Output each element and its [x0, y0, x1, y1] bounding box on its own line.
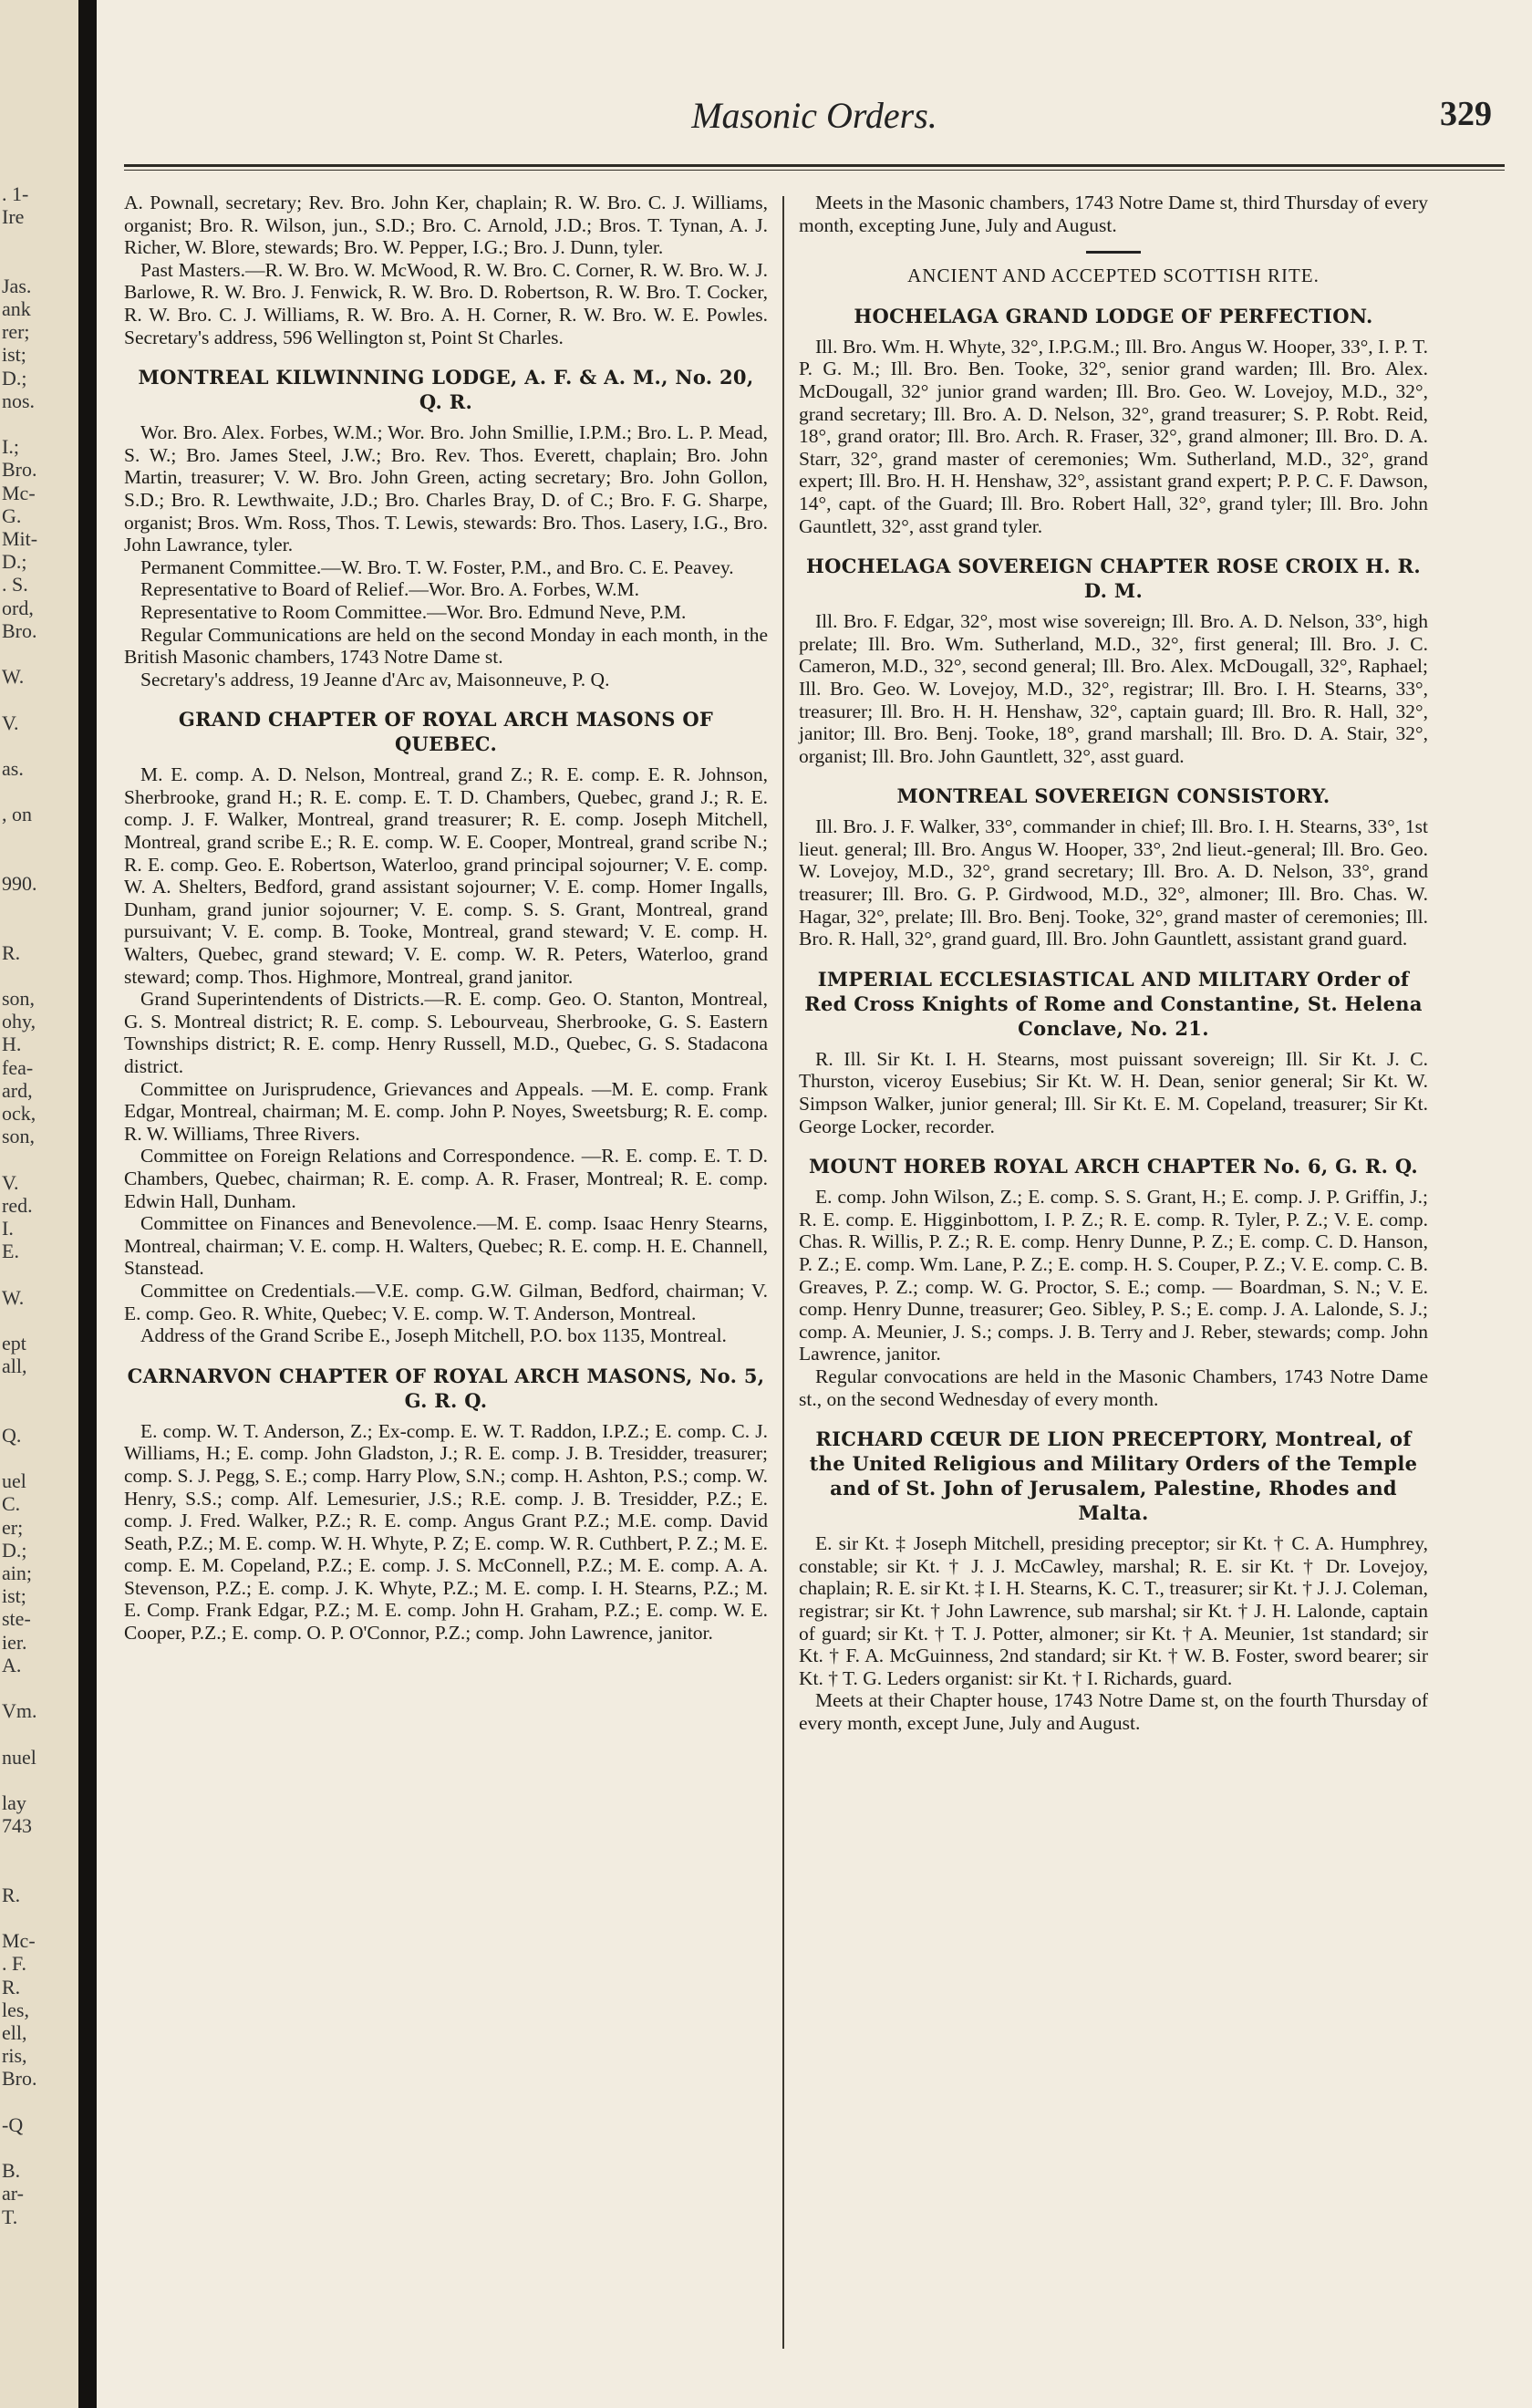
gutter-fragment: 743 [2, 1814, 32, 1838]
paragraph: Secretary's address, 19 Jeanne d'Arc av, Maisonneuve, P. Q. [140, 668, 610, 690]
gutter-fragment: Mit- [2, 527, 38, 550]
paragraph: Committee on Foreign Relations and Correspondence. —R. E. comp. E. T. D. Chambers, Quebec, chairman; R. E. comp. A. R. Fraser, Montreal; R. E. comp. Edwin Hall, Dunham. [124, 1145, 768, 1212]
gutter-fragment: D.; [2, 1538, 27, 1562]
gutter-fragment: nos. [2, 389, 36, 412]
gutter-fragment: B. [2, 2159, 21, 2183]
paragraph: E. comp. John Wilson, Z.; E. comp. S. S. Grant, H.; E. comp. J. P. Griffin, J.; R. E. comp. E. Higginbottom, I. P. Z.; R. E. comp. R. Tyler, P. Z.; V. E. comp. Chas. R. Willis, P. Z.; R. E. comp. Henry Dunne, P. Z.; E. comp. C. D. Hanson, P. Z.; E. comp. Wm. Lane, P. Z.; E. comp. H. S. Couper, P. Z.; V. E. comp. C. B. Greaves, P. Z.; comp. W. G. Proctor, S. E.; comp. — Boardman, S. N.; V. E. comp. Henry Dunne, treasurer; Geo. Sibley, P. S.; E. comp. J. A. Lalonde, S. J.; comp. A. Meunier, J. S.; comps. J. B. Terry and J. Reber, stewards; comp. John Lawrence, janitor. [799, 1186, 1428, 1365]
gutter-fragment: -Q [2, 2112, 24, 2136]
gutter-fragment: Mc- [2, 481, 36, 504]
gutter-fragment: son, [2, 1125, 36, 1148]
gutter-fragment: ept [2, 1332, 26, 1354]
header-rule [124, 164, 1505, 171]
paragraph: Ill. Bro. J. F. Walker, 33°, commander in chief; Ill. Bro. I. H. Stearns, 33°, 1st lieut. general; Ill. Bro. Angus W. Hooper, 33°, 2nd lieut.-general; Ill. Bro. Geo. W. Lovejoy, M.D., 32°, grand secretary; Ill. Bro. A. D. Nelson, 33°, grand treasurer; Ill. Bro. G. P. Girdwood, M.D., 32°, almoner; Ill. Bro. Chas. W. Hagar, 32°, prelate; Ill. Bro. Benj. Tooke, 32°, grand master of ceremonies; Ill. Bro. R. Hall, 32°, grand guard, Ill. Bro. John Gauntlett, assistant grand guard. [799, 815, 1428, 950]
gutter-fragment: G. [2, 503, 22, 527]
gutter-fragment: E. [2, 1240, 19, 1263]
gutter-fragment: ste- [2, 1607, 31, 1631]
gutter-fragment: Mc- [2, 1929, 36, 1953]
paragraph: Past Masters.—R. W. Bro. W. McWood, R. W. Bro. C. Corner, R. W. Bro. W. J. Barlowe, R. W. Bro. J. Fenwick, R. W. Bro. D. Robertson, R. W. Bro. T. Cocker, R. W. Bro. C. J. Williams, R. W. Bro. A. H. Corner, R. W. Bro. W. E. Powles. Secretary's address, 596 Wellington st, Point St Charles. [124, 258, 768, 348]
section-heading: CARNARVON CHAPTER OF ROYAL ARCH MASONS, No. 5, G. R. Q. [127, 1364, 765, 1412]
section-heading: MOUNT HOREB ROYAL ARCH CHAPTER No. 6, G. R. Q. [809, 1155, 1418, 1178]
paragraph: Representative to Room Committee.—Wor. Bro. Edmund Neve, P.M. [140, 600, 687, 623]
gutter-fragment: V. [2, 1170, 19, 1194]
gutter-fragment: ain; [2, 1562, 32, 1584]
paragraph: Ill. Bro. F. Edgar, 32°, most wise sovereign; Ill. Bro. A. D. Nelson, 33°, high prelate; Ill. Bro. Wm. Sutherland, M.D., 32°, first general; Ill. Bro. J. C. Cameron, M.D., 32°, second general; Ill. Bro. Alex. McDougall, 32°, Raphael; Ill. Bro. Geo. W. Lovejoy, M.D., 32°, registrar; Ill. Bro. I. H. Stearns, 33°, treasurer; Ill. Bro. H. H. Henshaw, 32°, captain guard; Ill. Bro. R. Hall, 32°, janitor; Ill. Bro. Benj. Tooke, 18°, grand marshall; Ill. Bro. D. A. Stair, 32°, organist; Ill. Bro. John Gauntlett, 32°, asst guard. [799, 610, 1428, 767]
gutter-fragment: W. [2, 665, 25, 689]
gutter-fragment: Bro. [2, 618, 37, 642]
gutter-fragment: Ire [2, 205, 25, 229]
gutter-fragment: . F. [2, 1952, 26, 1976]
gutter-fragment: ard, [2, 1078, 33, 1102]
paragraph: Ill. Bro. Wm. H. Whyte, 32°, I.P.G.M.; Ill. Bro. Angus W. Hooper, 33°, I. P. T. P. G. M.; Ill. Bro. Ben. Tooke, 32°, senior grand warden; Ill. Bro. Alex. McDougall, 32° junior grand warden; Ill. Bro. Geo. W. Lovejoy, M.D., 32°, grand secretary; Ill. Bro. A. D. Nelson, 32°, grand treasurer; S. P. Robt. Reid, 18°, grand orator; Ill. Bro. Arch. R. Fraser, 32°, grand almoner; Ill. Bro. D. A. Starr, 32°, grand master of ceremonies; Wm. Sutherland, M.D., 32°, grand expert; Ill. Bro. H. H. Henshaw, 32°, assistant grand expert; P. P. C. F. Dawson, 14°, capt. of the Guard; Ill. Bro. Robert Hall, 32°, grand tyler; Ill. Bro. John Gauntlett, 32°, asst grand tyler. [799, 335, 1428, 537]
gutter-fragment: I. [2, 1217, 14, 1240]
gutter-fragment: as. [2, 757, 24, 780]
section-heading: MONTREAL SOVEREIGN CONSISTORY. [896, 784, 1330, 808]
gutter-fragment: ist; [2, 1584, 26, 1608]
paragraph: Regular convocations are held in the Masonic Chambers, 1743 Notre Dame st., on the second Wednesday of every month. [799, 1365, 1428, 1410]
paragraph: Committee on Jurisprudence, Grievances and Appeals. —M. E. comp. Frank Edgar, Montreal, chairman; M. E. comp. John P. Noyes, Sweetsburg; R. E. comp. R. W. Williams, Three Rivers. [124, 1077, 768, 1145]
gutter-fragment: ord, [2, 596, 34, 619]
gutter-fragment: Bro. [2, 2067, 37, 2091]
paragraph: Grand Superintendents of Districts.—R. E. comp. Geo. O. Stanton, Montreal, G. S. Montreal district; R. E. comp. S. Lebourveau, Sherbrooke, G. S. Eastern Townships district; R. E. comp. Henry Russell, M.D., Quebec, G. S. Stadacona district. [124, 988, 768, 1077]
gutter-fragment: ier. [2, 1630, 27, 1654]
gutter-fragment: C. [2, 1492, 21, 1516]
section-heading: RICHARD CŒUR DE LION PRECEPTORY, Montreal, of the United Religious and Military Orders of the Temple and of St. John of Jerusalem, Palestine, Rhodes and Malta. [809, 1427, 1418, 1525]
running-title: Masonic Orders. [691, 95, 937, 136]
page [97, 0, 1532, 2408]
gutter-fragment: D.; [2, 550, 27, 574]
right-column [799, 192, 1428, 1735]
gutter-fragment: Jas. [2, 274, 32, 297]
gutter-fragment: Bro. [2, 458, 37, 482]
left-column [124, 192, 768, 1645]
gutter-fragment: V. [2, 711, 19, 734]
gutter-fragment: uel [2, 1469, 26, 1493]
column-divider [782, 196, 784, 2349]
section-heading: IMPERIAL ECCLESIASTICAL AND MILITARY Order of Red Cross Knights of Rome and Constantine, St. Helena Conclave, No. 21. [804, 967, 1423, 1040]
gutter-fragment: T. [2, 2205, 18, 2228]
paragraph: R. Ill. Sir Kt. I. H. Stearns, most puissant sovereign; Ill. Sir Kt. J. C. Thurston, viceroy Eusebius; Sir Kt. W. H. Dean, senior general; Sir Kt. W. Simpson Walker, junior general; Ill. Sir Kt. E. M. Copeland, treasurer; Sir Kt. George Locker, recorder. [799, 1047, 1428, 1137]
adjacent-page-edge [0, 0, 78, 2408]
gutter-fragment: Vm. [2, 1699, 37, 1723]
gutter-fragment: les, [2, 1998, 29, 2021]
gutter-fragment: Q. [2, 1423, 22, 1447]
rite-heading: ANCIENT AND ACCEPTED SCOTTISH RITE. [907, 265, 1320, 287]
gutter-fragment: all, [2, 1354, 27, 1378]
gutter-fragment: R. [2, 1883, 21, 1906]
gutter-fragment: ock, [2, 1102, 36, 1125]
gutter-fragment: A. [2, 1653, 22, 1676]
section-heading: HOCHELAGA SOVEREIGN CHAPTER ROSE CROIX H. R. D. M. [806, 555, 1421, 603]
paragraph: E. sir Kt. ‡ Joseph Mitchell, presiding preceptor; sir Kt. † C. A. Humphrey, constable; sir Kt. † J. J. McCawley, marshal; R. E. sir Kt. † Dr. Lovejoy, chaplain; R. E. sir Kt. ‡ I. H. Stearns, K. C. T., treasurer; sir Kt. † J. J. Coleman, registrar; sir Kt. † John Lawrence, sub marshal; sir Kt. † J. H. Lalonde, captain of guard; sir Kt. † T. J. Potter, almoner; sir Kt. † A. Meunier, 1st standard; sir Kt. † F. A. McGuinness, 2nd standard; sir Kt. † W. B. Foster, sword bearer; sir Kt. † T. G. Leders organist: sir Kt. † I. Richards, guard. [799, 1532, 1428, 1689]
section-heading: HOCHELAGA GRAND LODGE OF PERFECTION. [854, 304, 1373, 327]
paragraph: A. Pownall, secretary; Rev. Bro. John Ker, chaplain; R. W. Bro. C. J. Williams, organist; Bro. R. Wilson, jun., S.D.; Bro. C. Arnold, J.D.; Bros. T. Tynan, A. J. Richer, W. Blore, stewards; Bro. W. Pepper, I.G.; Bro. J. Dunn, tyler. [124, 192, 768, 259]
gutter-fragment: H. [2, 1033, 22, 1056]
gutter-fragment: . 1- [2, 182, 29, 205]
gutter-fragment: , on [2, 803, 32, 826]
gutter-fragment: nuel [2, 1745, 36, 1769]
paragraph: Committee on Finances and Benevolence.—M. E. comp. Isaac Henry Stearns, Montreal, chairman; V. E. comp. H. Walters, Quebec; R. E. comp. H. E. Channell, Stanstead. [124, 1212, 768, 1280]
gutter-fragment: 990. [2, 872, 37, 895]
gutter-fragment: I.; [2, 435, 19, 459]
paragraph: Address of the Grand Scribe E., Joseph Mitchell, P.O. box 1135, Montreal. [140, 1324, 727, 1347]
book-spine [78, 0, 97, 2408]
gutter-fragment: ist; [2, 343, 26, 367]
paragraph: Meets at their Chapter house, 1743 Notre Dame st, on the fourth Thursday of every month, except June, July and August. [799, 1689, 1428, 1734]
gutter-fragment: W. [2, 1285, 25, 1309]
gutter-fragment: fea- [2, 1055, 34, 1079]
gutter-fragment: ohy, [2, 1010, 36, 1033]
paragraph: Regular Communications are held on the second Monday in each month, in the British Masonic chambers, 1743 Notre Dame st. [124, 623, 768, 669]
gutter-fragment: son, [2, 987, 36, 1010]
gutter-fragment: red. [2, 1193, 33, 1217]
gutter-fragment: rer; [2, 320, 30, 344]
page-header [124, 87, 1505, 150]
paragraph: Committee on Credentials.—V.E. comp. G.W. Gilman, Bedford, chairman; V. E. comp. Geo. R. White, Quebec; V. E. comp. W. T. Anderson, Montreal. [124, 1279, 768, 1324]
gutter-fragment: ris, [2, 2044, 27, 2068]
paragraph: Wor. Bro. Alex. Forbes, W.M.; Wor. Bro. John Smillie, I.P.M.; Bro. L. P. Mead, S. W.; Bro. James Steel, J.W.; Bro. Rev. Thos. Everett, chaplain; Bro. John Martin, treasurer; V. W. Bro. John Green, acting secretary; Bro. John Gollon, S.D.; Bro. R. Lewthwaite, J.D.; Bro. Charles Bray, D. of C.; Bro. F. G. Sharpe, organist; Bros. Wm. Ross, Thos. T. Lewis, stewards: Bro. Thos. Lasery, I.G., Bro. John Lawrance, tyler. [124, 421, 768, 556]
paragraph: M. E. comp. A. D. Nelson, Montreal, grand Z.; R. E. comp. E. R. Johnson, Sherbrooke, grand H.; R. E. comp. E. T. D. Chambers, Quebec, grand J.; R. E. comp. J. F. Walker, Montreal, grand treasurer; R. E. comp. Joseph Mitchell, Montreal, grand scribe E.; R. E. comp. W. E. Cooper, Montreal, grand scribe N.; R. E. comp. Geo. E. Robertson, Waterloo, grand principal sojourner; V. E. comp. W. A. Shelters, Bedford, grand assistant sojourner; V. E. comp. Homer Ingalls, Dunham, grand junior sojourner; V. E. comp. S. S. Grant, Montreal, grand pursuivant; V. E. comp. B. Tooke, Montreal, grand steward; V. E. comp. H. Walters, Quebec, grand steward; V. E. comp. W. R. Peters, Waterloo, grand steward; comp. Thos. Highmore, Montreal, grand janitor. [124, 763, 768, 988]
paragraph: E. comp. W. T. Anderson, Z.; Ex-comp. E. W. T. Raddon, I.P.Z.; E. comp. C. J. Williams, H.; E. comp. John Gladston, J.; R. E. comp. J. B. Tresidder, treasurer; comp. S. J. Pegg, S. E.; comp. Harry Plow, S.N.; comp. H. Ashton, P.S.; comp. W. Henry, S.S.; comp. Alf. Lemesurier, J.S.; R.E. comp. J. B. Tresidder, P.Z.; E. comp. J. Fred. Walker, P.Z.; R. E. comp. Angus Grant P.Z.; M.E. comp. David Seath, P.Z.; M. E. comp. W. H. Whyte, P. Z; E. comp. W. R. Cuthbert, P. Z.; M. E. comp. E. M. Copeland, P.Z.; E. comp. J. S. McConnell, P.Z.; M. E. comp. A. A. Stevenson, P.Z.; E. comp. J. K. Whyte, P.Z.; M. E. comp. I. H. Stearns, P.Z.; M. E. Comp. Frank Edgar, P.Z.; M. E. comp. John H. Graham, P.Z.; E. comp. W. E. Cooper, P.Z.; E. comp. O. P. O'Connor, P.Z.; comp. John Lawrence, janitor. [124, 1419, 768, 1645]
paragraph: Meets in the Masonic chambers, 1743 Notre Dame st, third Thursday of every month, excepting June, July and August. [799, 192, 1428, 236]
gutter-fragment: er; [2, 1515, 24, 1539]
gutter-fragment: ar- [2, 2182, 24, 2206]
section-heading: GRAND CHAPTER OF ROYAL ARCH MASONS OF QUEBEC. [178, 708, 714, 756]
section-divider [1086, 251, 1141, 254]
paragraph: Permanent Committee.—W. Bro. T. W. Foster, P.M., and Bro. C. E. Peavey. [140, 555, 734, 578]
gutter-fragment: D.; [2, 366, 27, 389]
gutter-fragment: R. [2, 940, 21, 964]
gutter-fragment: . S. [2, 573, 28, 597]
gutter-fragment: lay [2, 1791, 26, 1814]
gutter-fragment: R. [2, 1975, 21, 1998]
section-heading: MONTREAL KILWINNING LODGE, A. F. & A. M., No. 20, Q. R. [138, 366, 754, 414]
page-number: 329 [1440, 95, 1492, 133]
paragraph: Representative to Board of Relief.—Wor. Bro. A. Forbes, W.M. [140, 578, 640, 601]
gutter-fragment: ank [2, 297, 31, 320]
gutter-fragment: ell, [2, 2021, 27, 2044]
